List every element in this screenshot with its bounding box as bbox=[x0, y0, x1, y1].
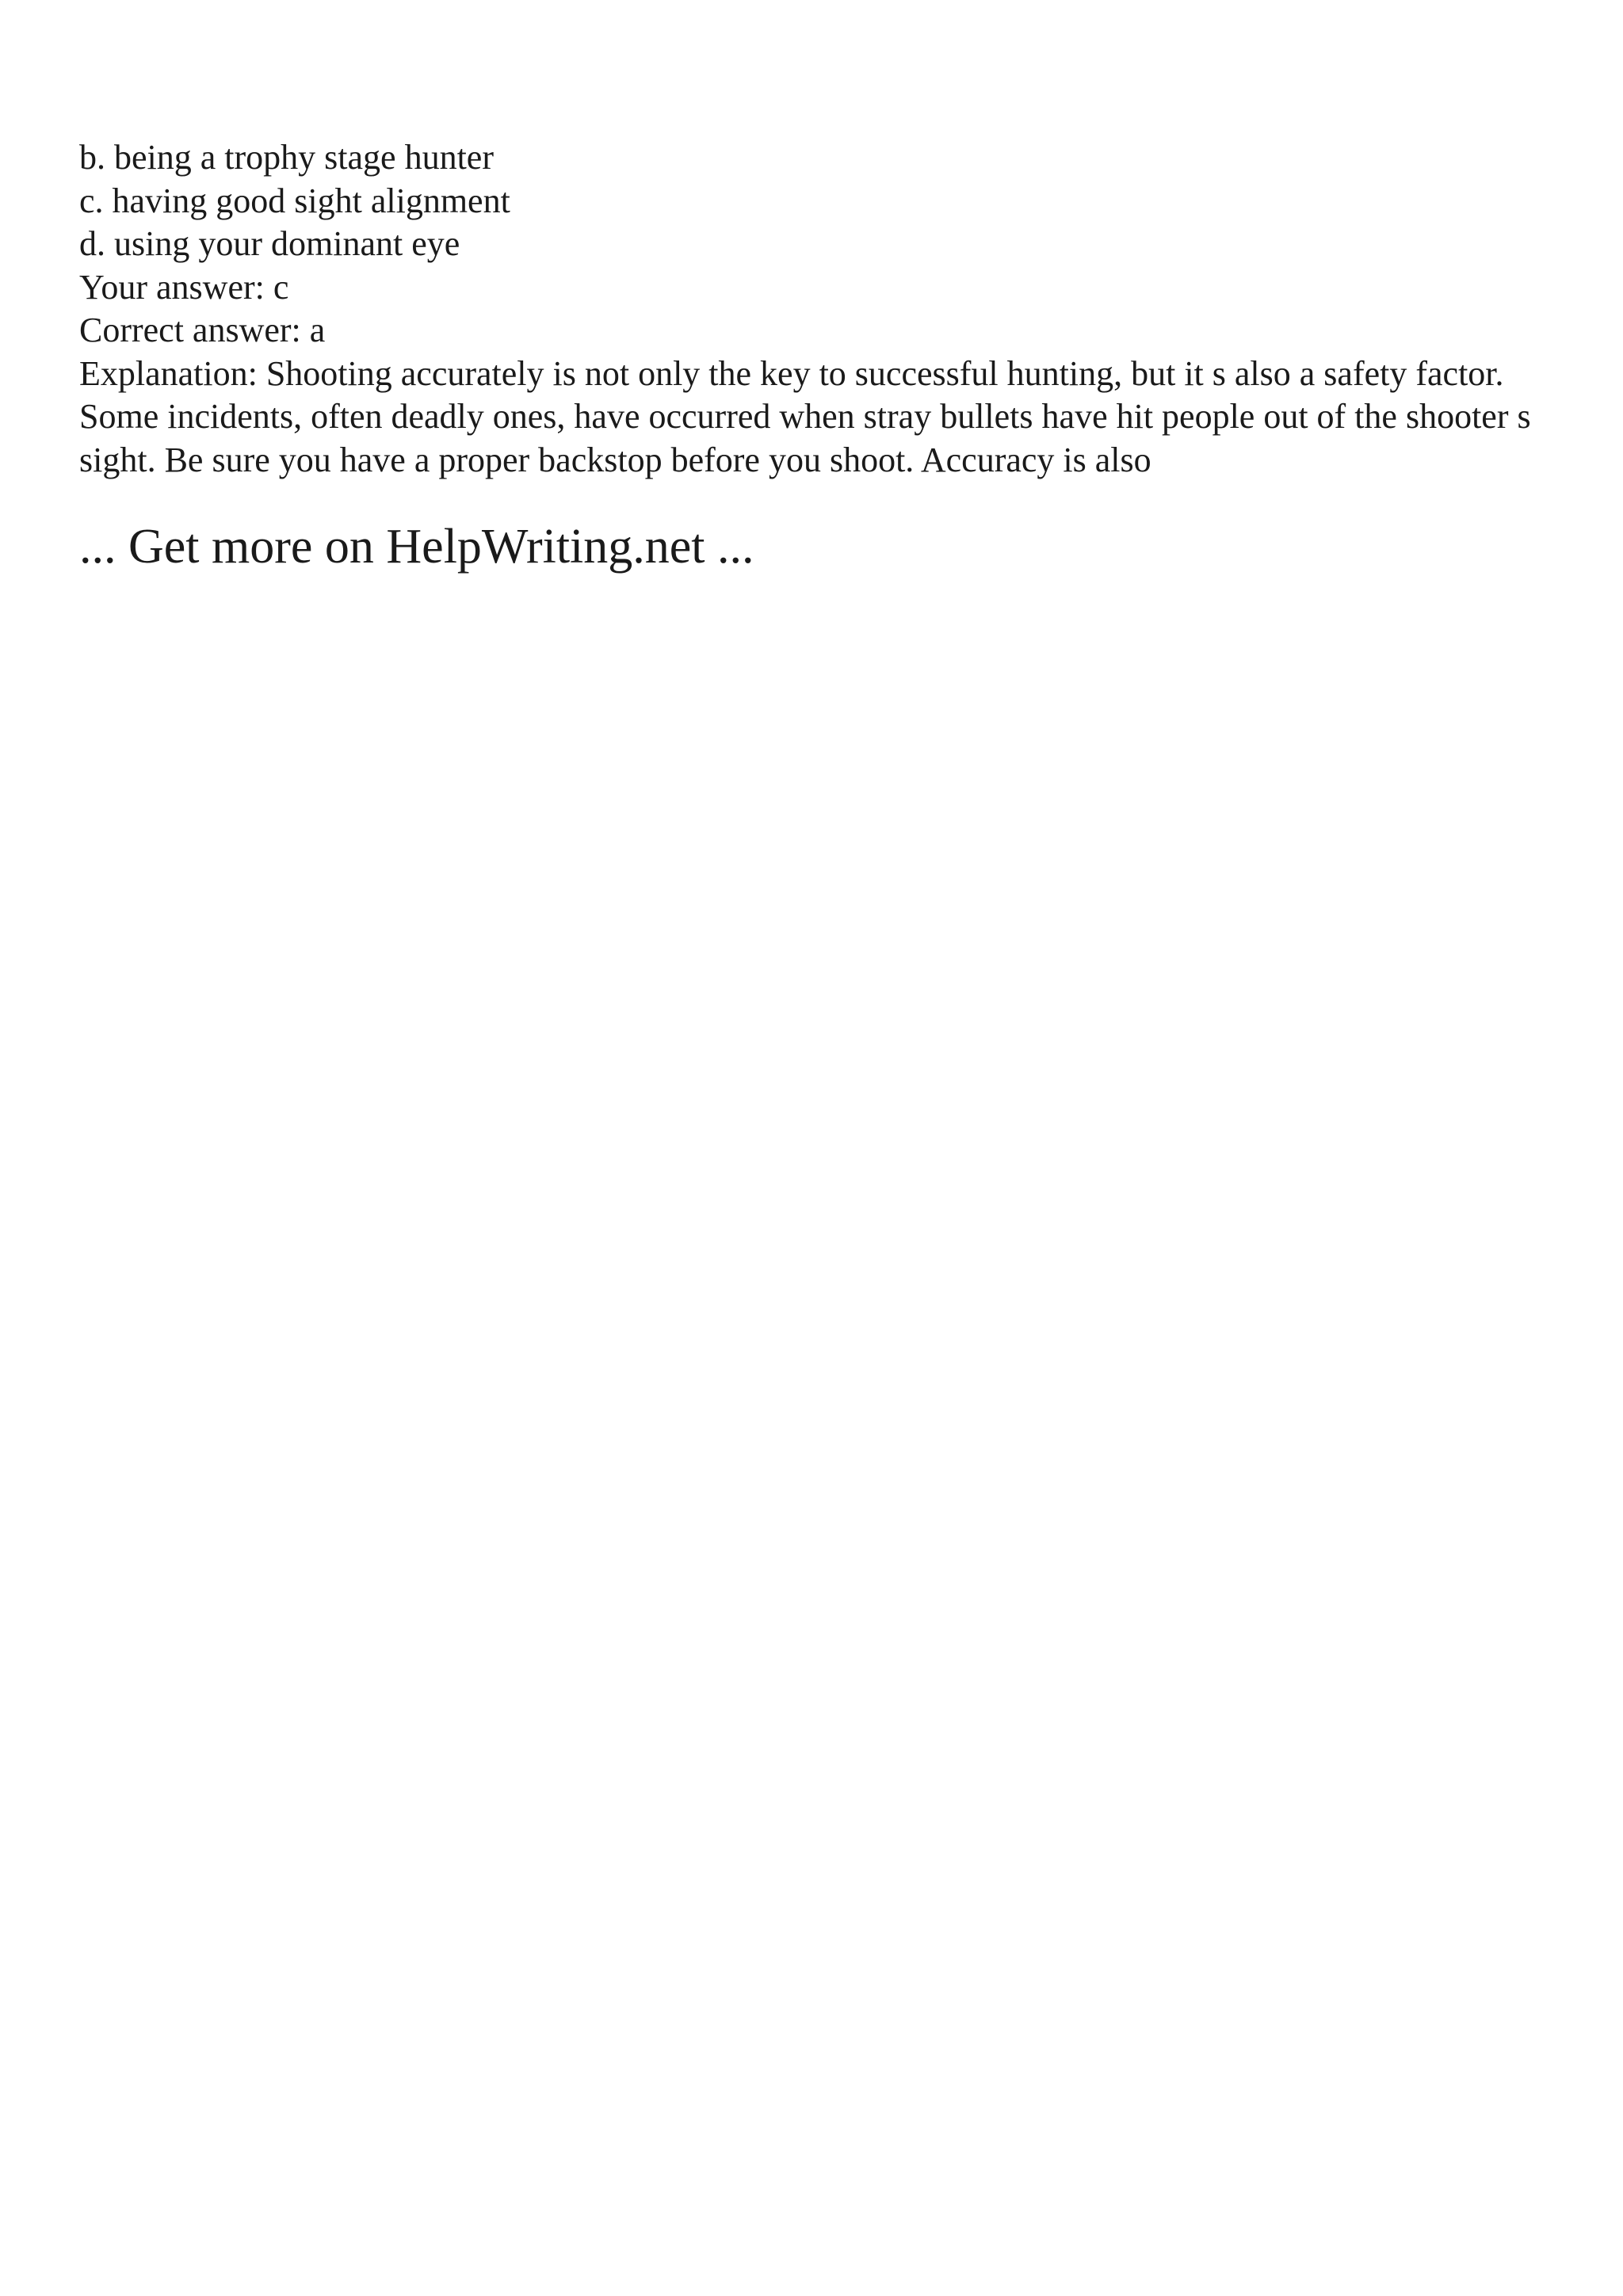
answer-option-b: b. being a trophy stage hunter bbox=[79, 138, 494, 177]
correct-answer: Correct answer: a bbox=[79, 311, 326, 349]
document-body bbox=[79, 136, 1569, 575]
explanation-paragraph: Explanation: Shooting accurately is not only the key to successful hunting, but it s also a safety factor. Some incidents, often deadly ones, have occurred when stray bullets have hit people out of the shooter s sight. Be sure you have a proper backstop before you shoot. Accuracy is also bbox=[79, 353, 1531, 479]
answer-option-d: d. using your dominant eye bbox=[79, 224, 460, 263]
answer-option-c: c. having good sight alignment bbox=[79, 181, 510, 220]
your-answer: Your answer: c bbox=[79, 267, 289, 307]
get-more-link[interactable]: ... Get more on HelpWriting.net ... bbox=[79, 520, 754, 574]
